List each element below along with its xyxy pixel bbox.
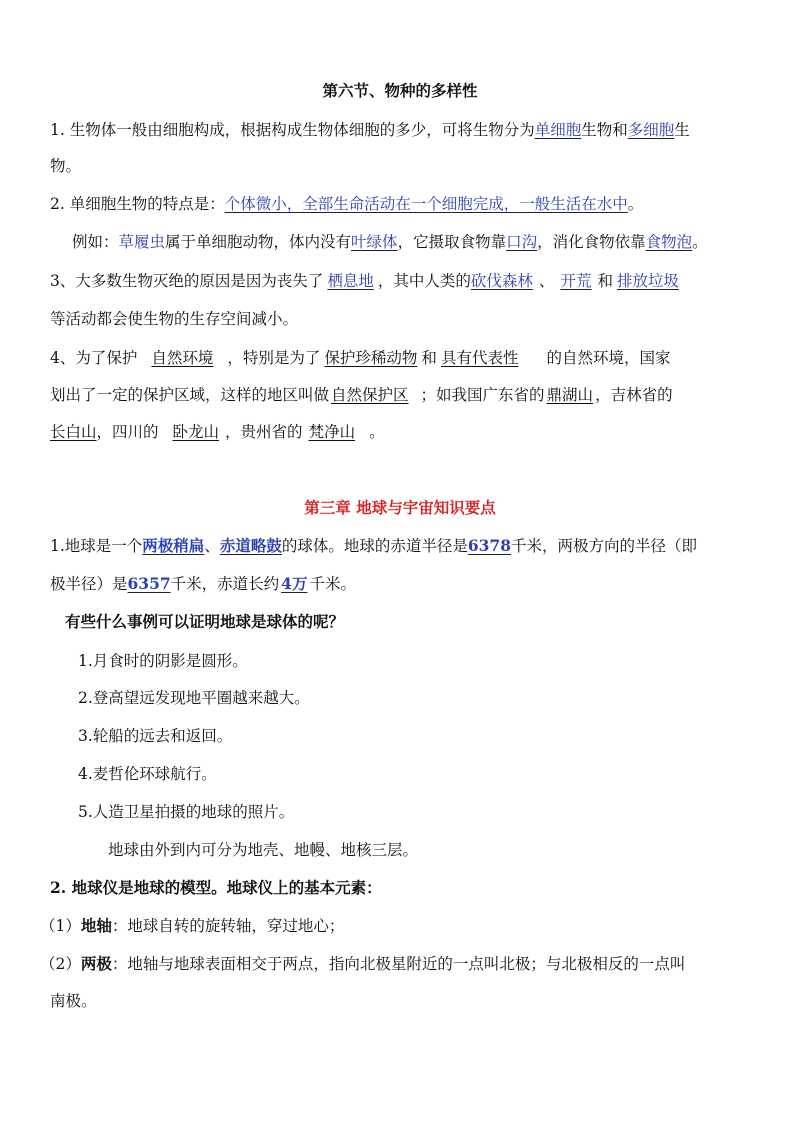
answer-blank: 4万 xyxy=(281,574,308,593)
paragraph-4-line-1 xyxy=(50,347,752,369)
earth-layers-text xyxy=(108,839,752,861)
answer-blank: 两极稍扁 xyxy=(142,536,205,555)
answer-blank: 自然保护区 xyxy=(331,386,409,404)
answer-blank: 排放垃圾 xyxy=(616,272,679,290)
proof-item xyxy=(78,725,752,747)
section-title xyxy=(0,80,800,102)
text: ，吉林省的 xyxy=(595,386,673,404)
answer-blank: 个体微小，全部生命活动在一个细胞完成，一般生活在水中 xyxy=(224,195,628,213)
proof-heading-text: 有些什么事例可以证明地球是球体的呢？ xyxy=(65,612,345,631)
proof-item-text: 5.人造卫星拍摄的地球的照片。 xyxy=(78,803,295,821)
question-1-line-1 xyxy=(50,535,752,557)
answer-blank: 栖息地 xyxy=(327,272,374,290)
text: 和 xyxy=(421,349,437,367)
text: ，特别是为了 xyxy=(227,349,321,367)
text: 的球体。地球的赤道半径是 xyxy=(281,537,468,555)
text: 千米。 xyxy=(309,575,356,593)
text: 1. 生物体一般由细胞构成，根据构成生物体细胞的多少，可将生物分为 xyxy=(50,121,535,139)
text: ，其中人类的 xyxy=(377,272,471,290)
text: 2. 单细胞生物的特点是： xyxy=(50,195,225,213)
answer-blank: 开荒 xyxy=(560,272,592,290)
text: ；如我国广东省的 xyxy=(420,386,545,404)
text: 物。 xyxy=(50,157,82,175)
text: 属于单细胞动物，体内没有 xyxy=(165,233,352,251)
text: ：地轴与地球表面相交于两点，指向北极星附近的一点叫北极；与北极相反的一点叫 xyxy=(111,955,686,973)
text: ，四川的 xyxy=(96,423,159,441)
answer-blank: 梵净山 xyxy=(308,423,356,441)
text: 和 xyxy=(597,272,613,290)
paragraph-4-line-3 xyxy=(50,421,752,443)
text: ，它摄取食物靠 xyxy=(397,233,507,251)
text: ，贵州省的 xyxy=(225,423,303,441)
text: 。 xyxy=(627,195,644,213)
text: 划出了一定的保护区域，这样的地区叫做 xyxy=(50,386,330,404)
answer-blank: 6378 xyxy=(467,536,511,555)
term: 地轴 xyxy=(80,916,112,935)
text: 。 xyxy=(369,423,385,441)
text: 2. 地球仪是地球的模型。地球仪上的基本元素： xyxy=(50,878,382,897)
proof-item xyxy=(78,801,752,823)
answer-blank: 长白山 xyxy=(50,423,97,441)
text: （1） xyxy=(40,917,81,935)
proof-item-text: 1.月食时的阴影是圆形。 xyxy=(78,652,248,670)
question-2 xyxy=(50,877,752,899)
answer-blank: 赤道略鼓 xyxy=(219,536,282,555)
text: 例如： xyxy=(72,233,119,251)
proof-item-text: 2.登高望远发现地平圈越来越大。 xyxy=(78,689,310,707)
text: 南极。 xyxy=(50,992,97,1010)
text: 生物和 xyxy=(581,121,628,139)
text: （2） xyxy=(40,955,81,973)
paragraph-2 xyxy=(50,193,752,215)
proof-item xyxy=(78,687,752,709)
answer-blank: 食物泡 xyxy=(645,233,693,251)
globe-poles-item-line-1 xyxy=(40,953,752,975)
answer-blank: 鼎湖山 xyxy=(546,386,594,404)
paragraph-4-line-2 xyxy=(50,384,752,406)
text: 千米，两极方向的半径（即 xyxy=(511,537,698,555)
answer-blank: 自然环境 xyxy=(151,349,214,367)
globe-poles-item-line-2 xyxy=(50,990,752,1012)
paragraph-3-line-1 xyxy=(50,270,752,292)
section-title-text: 第六节、物种的多样性 xyxy=(322,81,478,100)
text: 的自然环境，国家 xyxy=(546,349,671,367)
text: 千米，赤道长约 xyxy=(170,575,280,593)
proof-item xyxy=(78,650,752,672)
answer-blank: 具有代表性 xyxy=(440,349,519,367)
text: 地球由外到内可分为地壳、地幔、地核三层。 xyxy=(108,841,419,859)
chapter-title xyxy=(0,497,800,519)
text: ，消化食物依靠 xyxy=(537,233,646,251)
term: 两极 xyxy=(80,954,112,973)
answer-blank: 6357 xyxy=(127,574,171,593)
text: 极半径）是 xyxy=(50,575,128,593)
answer-blank: 口沟 xyxy=(506,233,538,251)
text: 等活动都会使生物的生存空间减小。 xyxy=(50,310,299,328)
answer-blank: 叶绿体 xyxy=(351,233,398,251)
answer-blank: 草履虫 xyxy=(118,233,166,251)
answer-blank: 单细胞 xyxy=(534,121,582,139)
text: 。 xyxy=(692,233,708,251)
paragraph-2-example xyxy=(72,231,752,253)
proof-item-text: 3.轮船的远去和返回。 xyxy=(78,727,233,745)
text: 3、大多数生物灭绝的原因是因为丧失了 xyxy=(50,272,324,290)
answer-blank: 砍伐森林 xyxy=(470,272,533,290)
paragraph-1-line-2 xyxy=(50,155,752,177)
question-1-line-2 xyxy=(50,573,752,595)
paragraph-1-line-1 xyxy=(50,119,752,141)
proof-item xyxy=(78,763,752,785)
answer-blank: 多细胞 xyxy=(627,121,675,139)
text: 1.地球是一个 xyxy=(50,537,143,555)
text: ：地球自转的旋转轴，穿过地心； xyxy=(111,917,345,935)
globe-axis-item xyxy=(40,915,752,937)
text: 4、为了保护 xyxy=(50,349,138,367)
paragraph-3-line-2 xyxy=(50,308,752,330)
text: 、 xyxy=(538,272,555,290)
chapter-title-text: 第三章 地球与宇宙知识要点 xyxy=(304,498,496,517)
answer-blank: 卧龙山 xyxy=(172,423,220,441)
text: 、 xyxy=(204,537,220,555)
proof-item-text: 4.麦哲伦环球航行。 xyxy=(78,765,217,783)
answer-blank: 保护珍稀动物 xyxy=(324,349,418,367)
proof-heading xyxy=(65,611,752,633)
text: 生 xyxy=(674,121,690,139)
